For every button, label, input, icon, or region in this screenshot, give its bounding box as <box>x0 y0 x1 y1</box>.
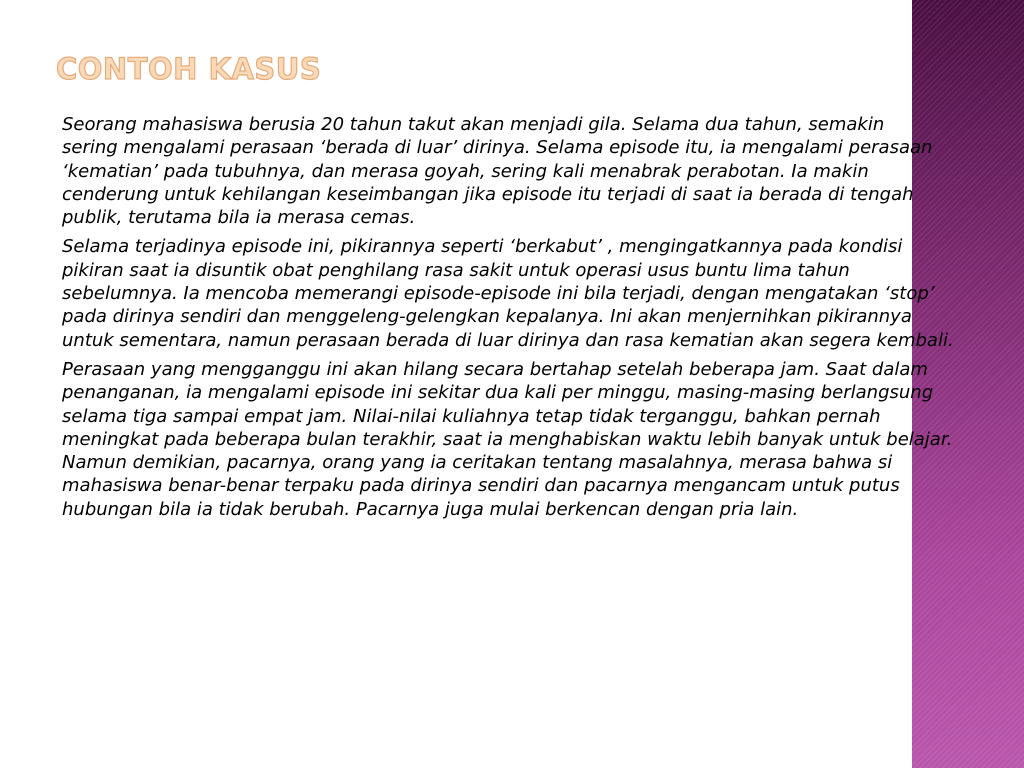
slide-body <box>62 113 967 527</box>
slide-title: CONTOH KASUS <box>56 52 322 86</box>
body-paragraph-3: Perasaan yang mengganggu ini akan hilang secara bertahap setelah beberapa jam. Saat dalam penanganan, ia mengalami episode ini sekitar dua kali per minggu, masing-masing berlangsung selama tiga sampai empat jam. Nilai-nilai kuliahnya tetap tidak terganggu, bahkan pernah meningkat pada beberapa bulan terakhir, saat ia menghabiskan waktu lebih banyak untuk belajar. Namun demikian, pacarnya, orang yang ia ceritakan tentang masalahnya, merasa bahwa si mahasiswa benar-benar terpaku pada dirinya sendiri dan pacarnya mengancam untuk putus hubungan bila ia tidak berubah. Pacarnya juga mulai berkencan dengan pria lain. <box>62 358 953 520</box>
body-paragraph-2: Selama terjadinya episode ini, pikirannya seperti ‘berkabut’ , mengingatkannya pada kondisi pikiran saat ia disuntik obat penghilang rasa sakit untuk operasi usus buntu lima tahun sebelumnya. Ia mencoba memerangi episode-episode ini bila terjadi, dengan mengatakan ‘stop’ pada dirinya sendiri dan menggeleng-gelengkan kepalanya. Ini akan menjernihkan pikirannya untuk sementara, namun perasaan berada di luar dirinya dan rasa kematian akan segera kembali. <box>62 236 954 351</box>
body-paragraph-1: Seorang mahasiswa berusia 20 tahun takut akan menjadi gila. Selama dua tahun, semakin sering mengalami perasaan ‘berada di luar’ dirinya. Selama episode itu, ia mengalami perasaan ‘kematian’ pada tubuhnya, dan merasa goyah, sering kali menabrak perabotan. Ia makin cenderung untuk kehilangan keseimbangan jika episode itu terjadi di saat ia berada di tengah publik, terutama bila ia merasa cemas. <box>62 114 933 229</box>
